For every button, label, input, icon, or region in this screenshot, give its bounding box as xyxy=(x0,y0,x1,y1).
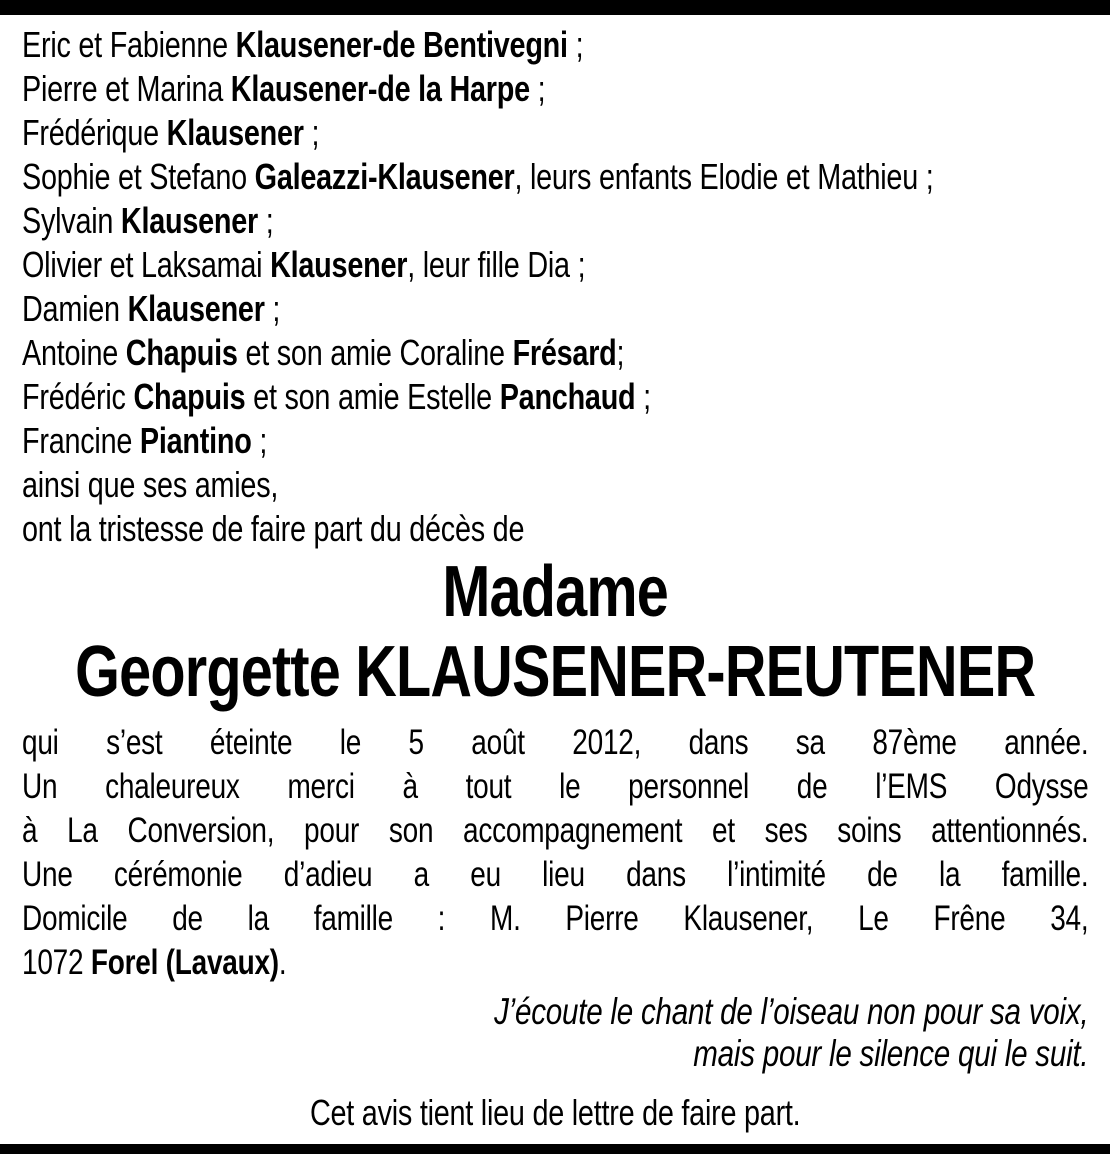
family-line xyxy=(22,287,1088,331)
punctuation-text: ; xyxy=(635,376,651,417)
family-line xyxy=(22,67,1088,111)
family-line xyxy=(22,155,1088,199)
punctuation-text: ; xyxy=(251,420,268,461)
friend-text: et son amie Coraline xyxy=(237,332,513,373)
family-list xyxy=(22,23,1088,551)
announcement-body xyxy=(22,721,1088,985)
quote-line: mais pour le silence qui le suit. xyxy=(693,1033,1089,1074)
family-line xyxy=(22,23,1088,67)
children-text: , leurs enfants Elodie et Mathieu ; xyxy=(514,156,934,197)
family-line xyxy=(22,331,1088,375)
family-line xyxy=(22,199,1088,243)
surname-bold: Chapuis xyxy=(125,332,238,373)
body-line: Domicile de la famille : M. Pierre Klausener, Le Frêne 34, xyxy=(22,899,1089,938)
punctuation-text: ; xyxy=(567,24,584,65)
relatives-text: Sylvain xyxy=(22,200,121,241)
family-line xyxy=(22,375,1088,419)
relatives-text: Frédérique xyxy=(22,112,167,153)
surname-bold: Panchaud xyxy=(499,376,636,417)
locality-bold: Forel (Lavaux) xyxy=(90,943,279,982)
surname-bold: Klausener xyxy=(120,200,259,241)
relatives-text: Francine xyxy=(22,420,140,461)
bottom-border-bar xyxy=(0,1144,1110,1154)
closing-line: ainsi que ses amies, xyxy=(22,464,279,505)
surname-bold: Galeazzi-Klausener xyxy=(254,156,515,197)
surname-bold: Klausener xyxy=(127,288,265,329)
punctuation-text: . xyxy=(278,943,287,982)
relatives-text: Pierre et Marina xyxy=(22,68,231,109)
farewell-note: Cet avis tient lieu de lettre de faire part. xyxy=(309,1092,801,1133)
family-line xyxy=(22,419,1088,463)
family-line xyxy=(22,243,1088,287)
punctuation-text: ; xyxy=(264,288,281,329)
body-line: Une cérémonie d’adieu a eu lieu dans l’intimité de la famille. xyxy=(22,855,1089,894)
relatives-text: Eric et Fabienne xyxy=(22,24,236,65)
quote-line: J’écoute le chant de l’oiseau non pour sa voix, xyxy=(494,991,1089,1032)
relatives-text: Sophie et Stefano xyxy=(22,156,255,197)
surname-bold: Frésard xyxy=(512,332,617,373)
relatives-text: Antoine xyxy=(22,332,126,373)
closing-line: ont la tristesse de faire part du décès de xyxy=(22,508,525,549)
surname-bold: Piantino xyxy=(139,420,252,461)
deceased-name: Georgette KLAUSENER-REUTENER xyxy=(75,632,1036,712)
death-notice xyxy=(0,15,1110,1135)
punctuation-text: ; xyxy=(616,332,625,373)
address-line xyxy=(22,941,1088,985)
punctuation-text: ; xyxy=(258,200,274,241)
punctuation-text: ; xyxy=(303,112,320,153)
body-line: qui s’est éteinte le 5 août 2012, dans sa 87ème année. xyxy=(22,723,1089,762)
body-line: à La Conversion, pour son accompagnement et ses soins attentionnés. xyxy=(22,811,1089,850)
top-border-bar xyxy=(0,0,1110,15)
title-madame: Madame xyxy=(442,552,669,632)
family-line xyxy=(22,111,1088,155)
punctuation-text: ; xyxy=(529,68,546,109)
surname-bold: Klausener xyxy=(270,244,408,285)
relatives-text: Olivier et Laksamai xyxy=(22,244,271,285)
body-line: Un chaleureux merci à tout le personnel de l’EMS Odysse xyxy=(22,767,1089,806)
surname-bold: Chapuis xyxy=(133,376,246,417)
postal-code-text: 1072 xyxy=(22,943,91,982)
relatives-text: Frédéric xyxy=(22,376,134,417)
children-text: , leur fille Dia ; xyxy=(407,244,586,285)
friend-text: et son amie Estelle xyxy=(245,376,500,417)
relatives-text: Damien xyxy=(22,288,128,329)
surname-bold: Klausener-de Bentivegni xyxy=(235,24,568,65)
memorial-quote xyxy=(22,991,1088,1075)
surname-bold: Klausener xyxy=(166,112,304,153)
surname-bold: Klausener-de la Harpe xyxy=(230,68,530,109)
